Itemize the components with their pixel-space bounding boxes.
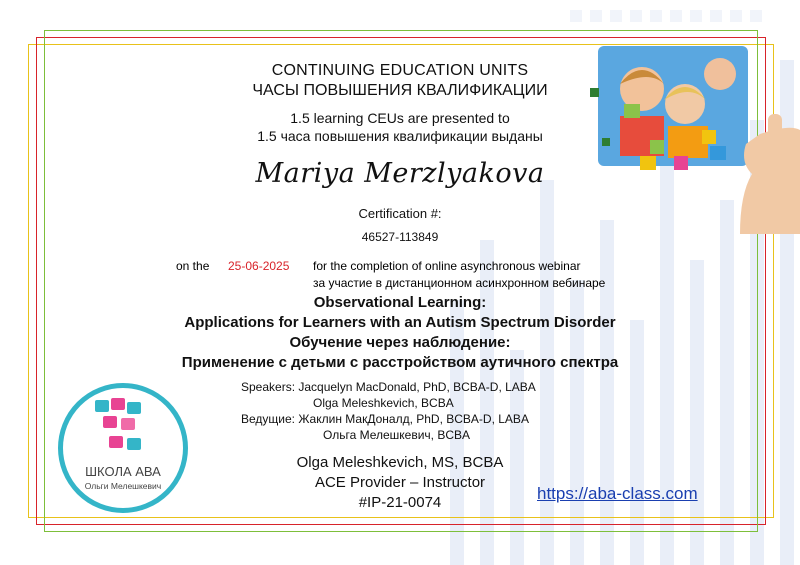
school-logo	[58, 383, 188, 513]
speakers-line-4: Ольга Мелешкевич, BCBA	[323, 428, 471, 442]
puzzle-icon	[93, 396, 153, 460]
provider-id: #IP-21-0074	[358, 494, 442, 511]
on-the-label: on the	[176, 259, 210, 273]
course-subtitle-en: Applications for Learners with an Autism Spectrum Disorder	[184, 314, 616, 331]
title-ru: ЧАСЫ ПОВЫШЕНИЯ КВАЛИФИКАЦИИ	[252, 82, 548, 99]
logo-subtext: Ольги Мелешкевич	[84, 481, 162, 491]
website-link[interactable]: https://aba-class.com	[537, 484, 698, 503]
completion-text-en: for the completion of online asynchronous webinar	[313, 259, 581, 273]
title-en: CONTINUING EDUCATION UNITS	[271, 62, 529, 79]
presented-en: 1.5 learning CEUs are presented to	[290, 110, 510, 126]
signatory-name: Olga Meleshkevich, MS, BCBA	[296, 454, 504, 471]
speakers-line-3: Ведущие: Жаклин МакДоналд, PhD, BCBA-D, LABA	[241, 412, 529, 426]
speakers-line-2: Olga Meleshkevich, BCBA	[313, 396, 454, 410]
course-title-ru: Обучение через наблюдение:	[289, 334, 511, 351]
speakers-line-1: Speakers: Jacquelyn MacDonald, PhD, BCBA-D, LABA	[241, 380, 536, 394]
presented-ru: 1.5 часа повышения квалификации выданы	[257, 128, 543, 144]
logo-text: ШКОЛА АВА	[85, 464, 161, 479]
certification-label: Certification #:	[358, 206, 442, 221]
completion-date: 25-06-2025	[228, 259, 290, 273]
completion-text-ru: за участие в дистанционном асинхронном вебинаре	[313, 276, 606, 290]
recipient-name: Mariya Merzlyakova	[255, 158, 545, 189]
course-subtitle-ru: Применение с детьми с расстройством аутичного спектра	[181, 354, 619, 371]
certification-number: 46527-113849	[361, 230, 439, 244]
signatory-role: ACE Provider – Instructor	[314, 474, 486, 491]
course-title-en: Observational Learning:	[313, 294, 487, 311]
